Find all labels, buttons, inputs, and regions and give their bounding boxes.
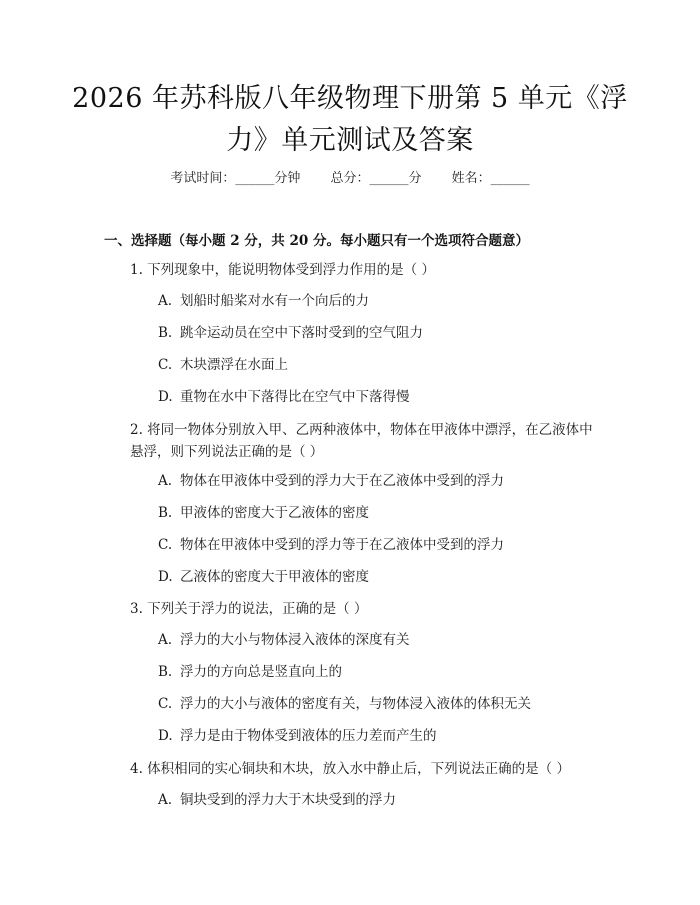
question-stem-text: 1. 下列现象中，能说明物体受到浮力作用的是（ ） [130, 262, 435, 278]
question-2-option-b [158, 503, 369, 523]
question-4-stem [104, 758, 594, 780]
option-letter: B. [158, 505, 173, 521]
option-text: 浮力的方向总是竖直向上的 [180, 664, 342, 680]
exam-time-field: 考试时间：______分钟 [170, 171, 301, 186]
question-1-option-a [158, 291, 369, 311]
question-4-option-a [158, 790, 396, 810]
question-3-stem [104, 598, 594, 620]
option-text: 划船时船桨对水有一个向后的力 [180, 293, 369, 309]
exam-info-line [0, 167, 700, 186]
option-letter: D. [158, 569, 173, 585]
question-stem-text: 4. 体积相同的实心铜块和木块，放入水中静止后，下列说法正确的是（ ） [130, 761, 570, 777]
option-letter: C. [158, 696, 173, 712]
option-letter: B. [158, 664, 173, 680]
option-letter: A. [158, 792, 173, 808]
question-3-option-b [158, 662, 342, 682]
option-text: 重物在水中下落得比在空气中下落得慢 [180, 389, 410, 405]
question-1-stem [104, 259, 594, 281]
question-1-option-d [158, 387, 410, 407]
document-title: 2026 年苏科版八年级物理下册第 5 单元《浮力》单元测试及答案 [72, 83, 628, 156]
option-letter: A. [158, 293, 173, 309]
question-2-option-d [158, 567, 369, 587]
option-letter: C. [158, 537, 173, 553]
option-text: 浮力的大小与液体的密度有关，与物体浸入液体的体积无关 [180, 696, 531, 712]
question-3-option-a [158, 630, 410, 650]
question-2-stem [104, 419, 594, 463]
option-letter: A. [158, 473, 173, 489]
question-stem-text: 2. 将同一物体分别放入甲、乙两种液体中，物体在甲液体中漂浮，在乙液体中悬浮，则下列说法正确的是（ ） [130, 422, 593, 460]
total-score-field: 总分：______分 [330, 171, 422, 186]
question-stem-text: 3. 下列关于浮力的说法，正确的是（ ） [130, 601, 368, 617]
option-letter: A. [158, 632, 173, 648]
question-1-option-c [158, 355, 288, 375]
question-2-option-a [158, 471, 504, 491]
option-letter: D. [158, 728, 173, 744]
question-3-option-c [158, 694, 531, 714]
option-text: 铜块受到的浮力大于木块受到的浮力 [180, 792, 396, 808]
option-text: 浮力是由于物体受到液体的压力差而产生的 [180, 728, 437, 744]
option-letter: B. [158, 325, 173, 341]
question-3-option-d [158, 726, 437, 746]
option-text: 乙液体的密度大于甲液体的密度 [180, 569, 369, 585]
option-letter: C. [158, 357, 173, 373]
option-text: 物体在甲液体中受到的浮力等于在乙液体中受到的浮力 [180, 537, 504, 553]
option-text: 木块漂浮在水面上 [180, 357, 288, 373]
option-text: 浮力的大小与物体浸入液体的深度有关 [180, 632, 410, 648]
option-text: 跳伞运动员在空中下落时受到的空气阻力 [180, 325, 423, 341]
option-text: 物体在甲液体中受到的浮力大于在乙液体中受到的浮力 [180, 473, 504, 489]
student-name-field: 姓名：______ [451, 171, 530, 186]
option-letter: D. [158, 389, 173, 405]
section-heading: 一、选择题（每小题 2 分，共 20 分。每小题只有一个选项符合题意） [104, 233, 529, 249]
option-text: 甲液体的密度大于乙液体的密度 [180, 505, 369, 521]
question-2-option-c [158, 535, 504, 555]
question-1-option-b [158, 323, 423, 343]
